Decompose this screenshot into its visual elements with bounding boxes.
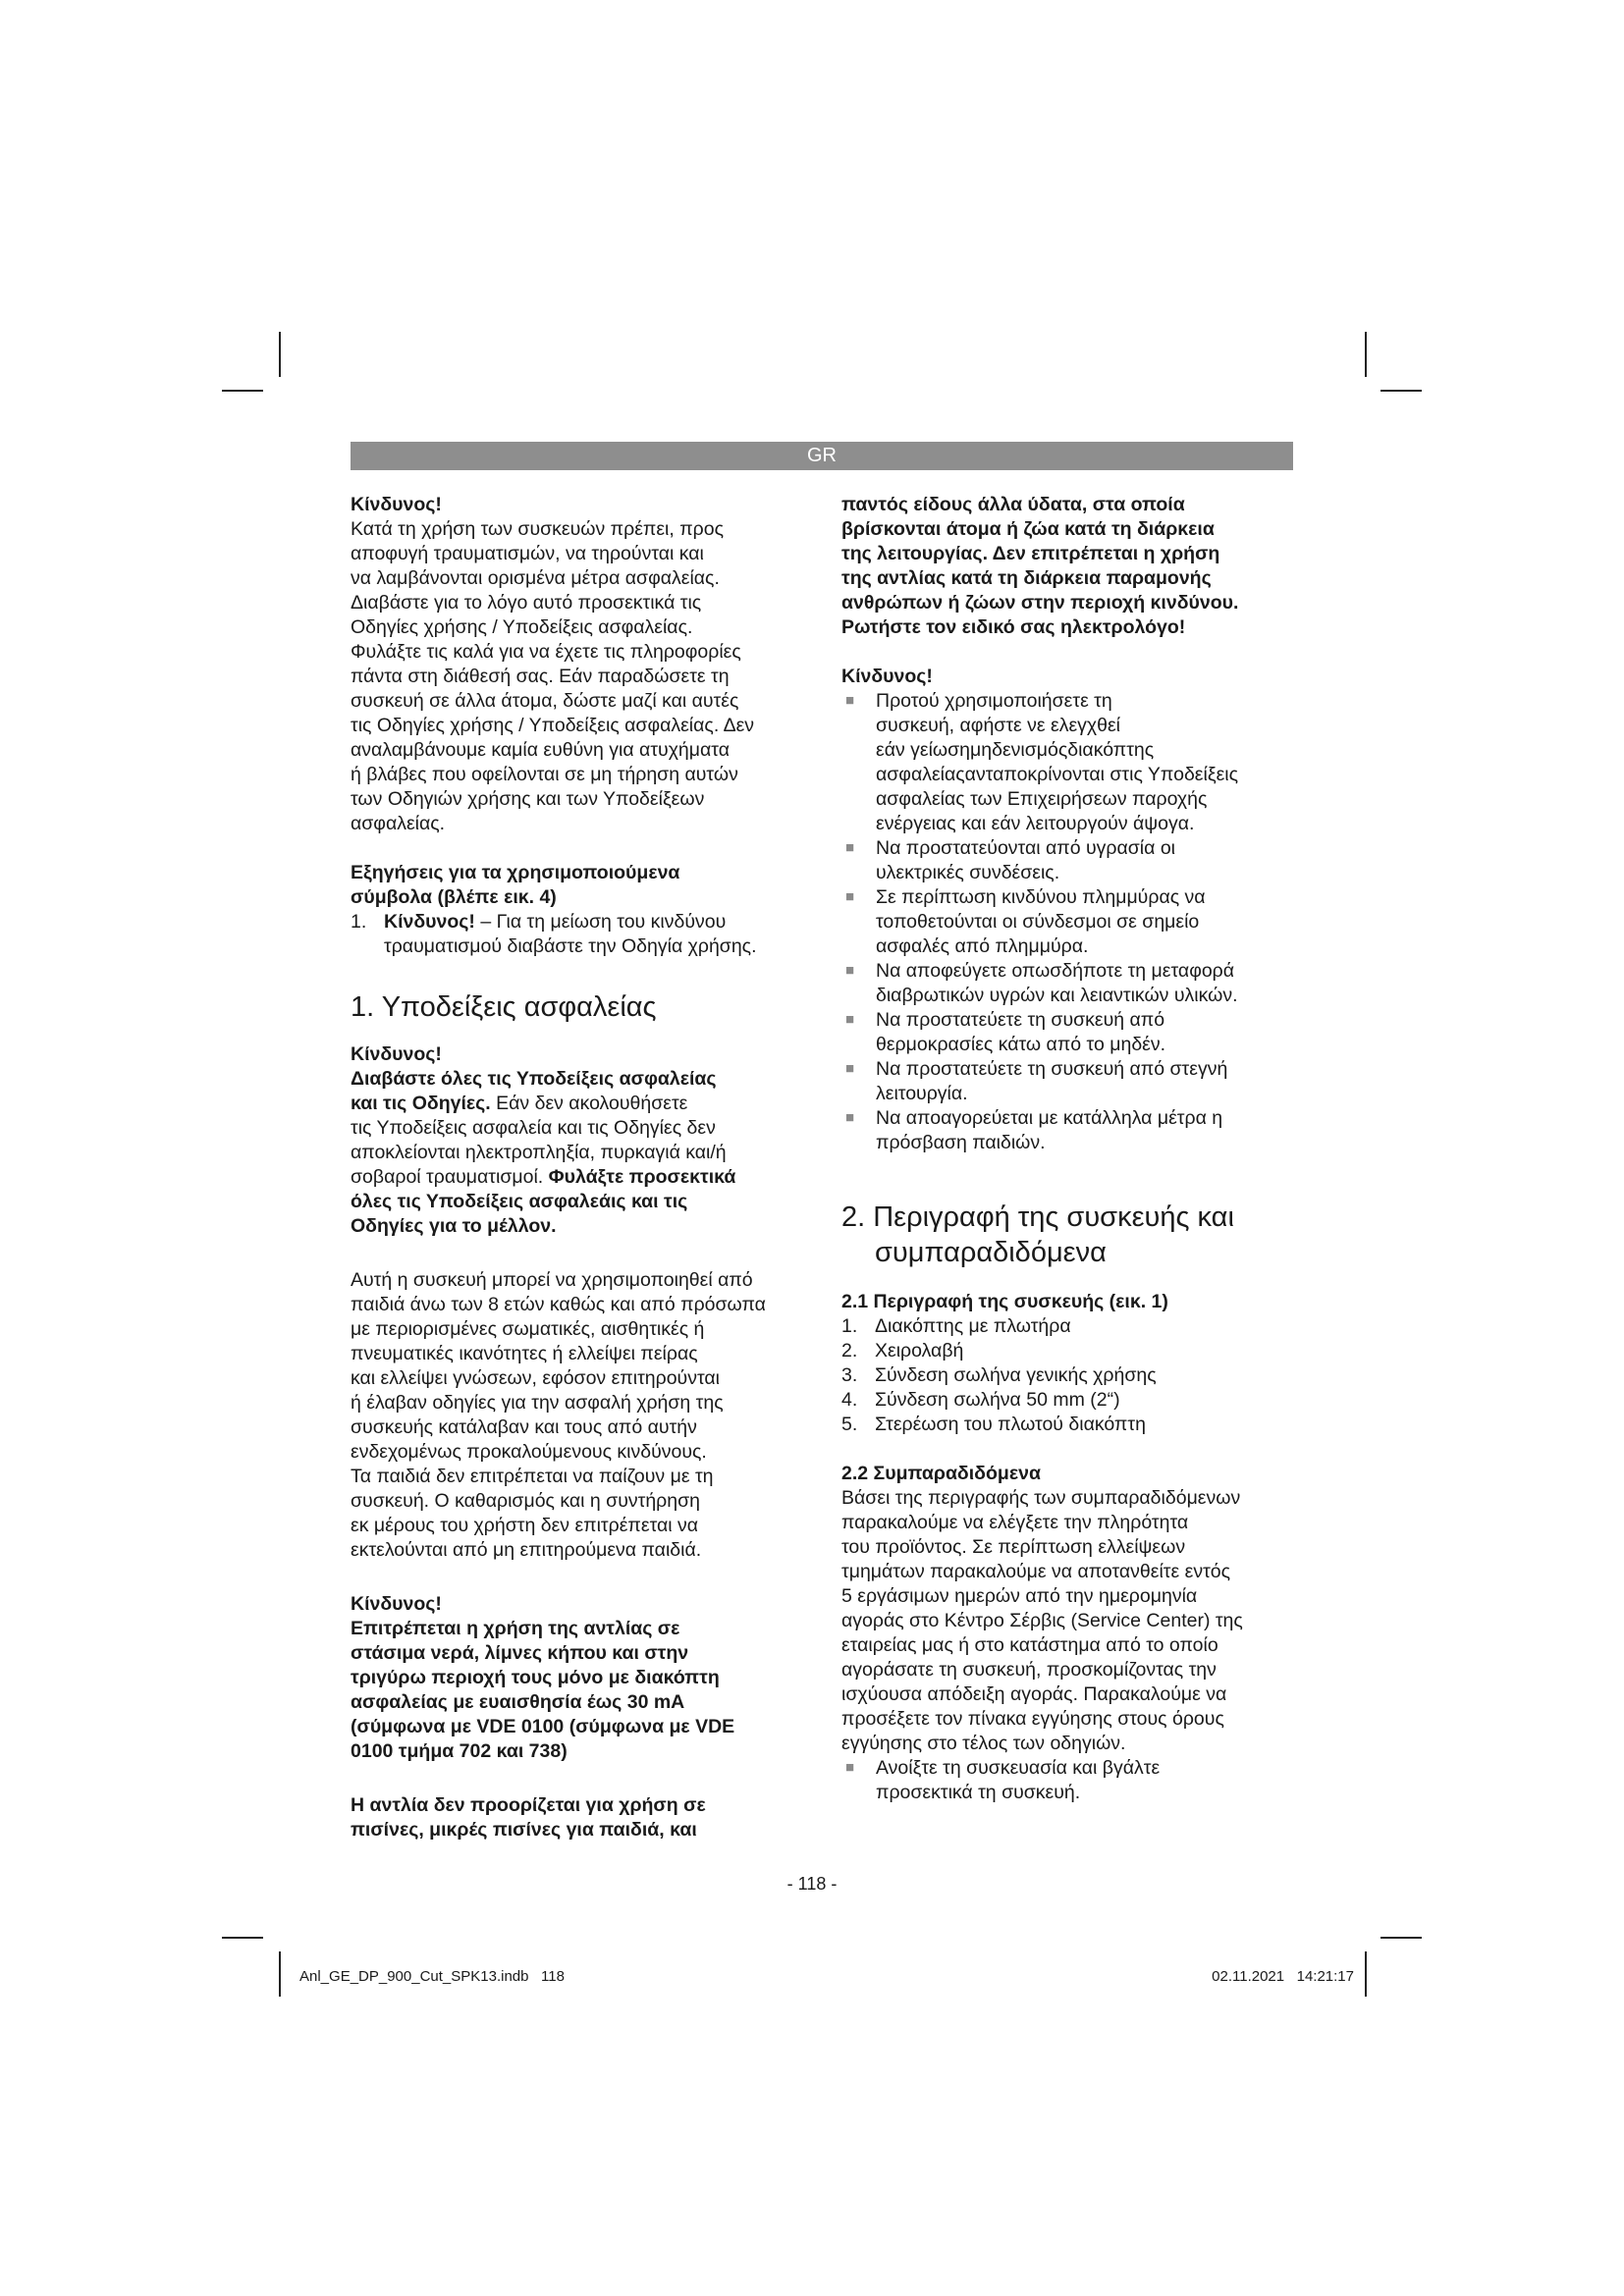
text-line: 2. Περιγραφή της συσκευής και: [841, 1201, 1234, 1233]
text-line: πισίνες, μικρές πισίνες για παιδιά, και: [351, 1819, 697, 1841]
section-2-title: [841, 1200, 1293, 1270]
bold-text: και τις Οδηγίες.: [351, 1093, 491, 1114]
text-line: τμημάτων παρακαλούμε να αποτανθείτε εντός: [841, 1561, 1231, 1582]
text-line: της αντλίας κατά τη διάρκεια παραμονής: [841, 567, 1212, 589]
text-line: Σε περίπτωση κινδύνου πλημμύρας να: [876, 886, 1206, 908]
safety-bullet-list: [841, 689, 1293, 1155]
text-line: ενέργειας και εάν λειτουργούν άψογα.: [876, 813, 1195, 834]
text-line: εκτελούνται από μη επιτηρούμενα παιδιά.: [351, 1539, 702, 1561]
text-line: 5 εργάσιμων ημερών από την ημερομηνία: [841, 1585, 1198, 1607]
crop-mark: [1380, 1937, 1422, 1939]
bullet-icon: ■: [845, 1109, 855, 1126]
text-line: θερμοκρασίες κάτω από το μηδέν.: [876, 1034, 1166, 1055]
crop-mark: [279, 1951, 281, 1997]
text-line: τις Υποδείξεις ασφαλεία και τις Οδηγίες δεν: [351, 1117, 716, 1139]
crop-mark: [222, 1937, 263, 1939]
list-item: [841, 689, 1293, 836]
symbols-list: [351, 910, 797, 959]
text-line: πρόσβαση παιδιών.: [876, 1132, 1046, 1153]
text-line: πάντα στη διάθεσή σας. Εάν παραδώσετε τη: [351, 666, 730, 687]
list-item: [841, 1388, 1293, 1413]
text: σοβαροί τραυματισμοί.: [351, 1166, 549, 1188]
bold-text: Φυλάξτε προσεκτικά: [548, 1166, 736, 1188]
text-line: ισχύουσα απόδειξη αγοράς. Παρακαλούμε να: [841, 1683, 1227, 1705]
text-line: αναλαμβάνουμε καμία ευθύνη για ατυχήματα: [351, 739, 730, 761]
item-text: Στερέωση του πλωτού διακόπτη: [875, 1414, 1146, 1435]
text-line: ή έλαβαν οδηγίες για την ασφαλή χρήση της: [351, 1392, 724, 1414]
page-number: - 118 -: [786, 1874, 838, 1894]
text-line: αποκλείονται ηλεκτροπληξία, πυρκαγιά και/ή: [351, 1142, 727, 1163]
text-line: ενδεχομένως προκαλούμενους κινδύνους.: [351, 1441, 707, 1463]
text-line: τριγύρω περιοχή τους μόνο με διακόπτη: [351, 1667, 720, 1688]
list-item: [841, 1339, 1293, 1363]
list-item: [841, 885, 1293, 959]
list-item: [841, 1756, 1293, 1805]
text-line: Η αντλία δεν προορίζεται για χρήση σε: [351, 1794, 706, 1816]
text-line: και ελλείψει γνώσεων, εφόσον επιτηρούνται: [351, 1367, 721, 1389]
crop-mark: [222, 390, 263, 392]
item-text: τραυματισμού διαβάστε την Οδηγία χρήσης.: [384, 935, 757, 957]
text-line: τοποθετούνται οι σύνδεσμοι σε σημείο: [876, 911, 1200, 933]
text-line: προσεκτικά τη συσκευή.: [876, 1782, 1081, 1803]
text-line: ασφαλές από πλημμύρα.: [876, 935, 1089, 957]
right-column: [841, 493, 1293, 1805]
children-paragraph: [351, 1268, 797, 1563]
text-line: Οδηγίες χρήσης / Υποδείξεις ασφαλείας.: [351, 616, 693, 638]
bullet-icon: ■: [845, 962, 855, 979]
text-line: παντός είδους άλλα ύδατα, στα οποία: [841, 494, 1185, 515]
text-line: Να προστατεύετε τη συσκευή από στεγνή: [876, 1058, 1228, 1080]
list-item: [841, 1057, 1293, 1106]
text-line: με περιορισμένες σωματικές, αισθητικές ή: [351, 1318, 705, 1340]
text-line: διαβρωτικών υγρών και λειαντικών υλικών.: [876, 985, 1238, 1006]
text-line: βρίσκονται άτομα ή ζώα κατά τη διάρκεια: [841, 518, 1215, 540]
danger-heading: Κίνδυνος!: [351, 1043, 442, 1065]
item-number: 3.: [841, 1364, 858, 1386]
text-line: Κατά τη χρήση των συσκευών πρέπει, προς: [351, 518, 724, 540]
list-item: [841, 836, 1293, 885]
text-line: αγοράσατε τη συσκευή, προσκομίζοντας την: [841, 1659, 1217, 1681]
text-line: τις Οδηγίες χρήσης / Υποδείξεις ασφαλείας. Δεν: [351, 715, 755, 736]
bullet-icon: ■: [845, 1759, 855, 1776]
text-line: εκ μέρους του χρήστη δεν επιτρέπεται να: [351, 1515, 699, 1536]
text-line: 0100 τμήμα 702 και 738): [351, 1740, 568, 1762]
text-line: Να αποφεύγετε οπωσδήποτε τη μεταφορά: [876, 960, 1235, 982]
item-text: Σύνδεση σωλήνα 50 mm (2“): [875, 1389, 1120, 1411]
crop-mark: [1380, 390, 1422, 392]
text-line: συσκευή, αφήστε νε ελεγχθεί: [876, 715, 1120, 736]
text-line: συσκευής κατάλαβαν και τους από αυτήν: [351, 1416, 697, 1438]
list-item: [841, 1413, 1293, 1437]
text-line: Τα παιδιά δεν επιτρέπεται να παίζουν με τη: [351, 1466, 714, 1487]
text-line: Να προστατεύετε τη συσκευή από: [876, 1009, 1165, 1031]
text-line: παρακαλούμε να ελέγξετε την πληρότητα: [841, 1512, 1189, 1533]
text-line: της λειτουργίας. Δεν επιτρέπεται η χρήση: [841, 543, 1220, 564]
item-text: Σύνδεση σωλήνα γενικής χρήσης: [875, 1364, 1157, 1386]
text-line: Αυτή η συσκευή μπορεί να χρησιμοποιηθεί από: [351, 1269, 753, 1291]
text-line: πνευματικές ικανότητες ή ελλείψει πείρας: [351, 1343, 698, 1364]
text-line: να λαμβάνονται ορισμένα μέτρα ασφαλείας.: [351, 567, 720, 589]
text: Εάν δεν ακολουθήσετε: [490, 1093, 688, 1114]
item-bold: Κίνδυνος!: [384, 911, 475, 933]
bullet-icon: ■: [845, 839, 855, 856]
danger-heading: Κίνδυνος!: [351, 494, 442, 515]
subsection-2-1-title: 2.1 Περιγραφή της συσκευής (εικ. 1): [841, 1291, 1168, 1312]
bullet-icon: ■: [845, 888, 855, 905]
text-line: (σύμφωνα με VDE 0100 (σύμφωνα με VDE: [351, 1716, 735, 1737]
text-line: προσέξετε τον πίνακα εγγύησης στους όρους: [841, 1708, 1224, 1730]
list-item: [841, 1363, 1293, 1388]
left-column: [351, 493, 797, 1842]
text-line: ασφαλείαςανταποκρίνονται στις Υποδείξεις: [876, 764, 1238, 785]
text-line: λειτουργία.: [876, 1083, 968, 1104]
list-item: [841, 959, 1293, 1008]
text-line: όλες τις Υποδείξεις ασφαλεάις και τις: [351, 1191, 688, 1212]
text-line: Διαβάστε όλες τις Υποδείξεις ασφαλείας: [351, 1068, 717, 1090]
pool-paragraph-continued: [841, 493, 1293, 640]
delivery-paragraph: [841, 1486, 1293, 1756]
item-number: 1.: [841, 1315, 858, 1337]
text-line: ασφαλείας.: [351, 813, 446, 834]
crop-mark: [279, 332, 281, 377]
text-line: συσκευή σε άλλα άτομα, δώστε μαζί και αυτές: [351, 690, 739, 712]
subsection-2-2-title: 2.2 Συμπαραδιδόμενα: [841, 1463, 1041, 1484]
text-line: υλεκτρικές συνδέσεις.: [876, 862, 1060, 883]
section-1-title: 1. Υποδείξεις ασφαλείας: [351, 991, 657, 1023]
list-item: [841, 1106, 1293, 1155]
text-line: Οδηγίες για το μέλλον.: [351, 1215, 557, 1237]
footer-timestamp: 02.11.2021 14:21:17: [1212, 1968, 1354, 1985]
text-line: ασφαλείας των Επιχειρήσεων παροχής: [876, 788, 1208, 810]
text-line: Εξηγήσεις για τα χρησιμοποιούμενα: [351, 862, 680, 883]
danger-heading: Κίνδυνος!: [351, 1593, 442, 1615]
danger-paragraph: [351, 1067, 797, 1239]
danger-heading: Κίνδυνος!: [841, 666, 933, 687]
danger-paragraph: [351, 1617, 797, 1764]
list-item: [841, 1008, 1293, 1057]
text-line: του προϊόντος. Σε περίπτωση ελλείψεων: [841, 1536, 1186, 1558]
danger-paragraph: [351, 517, 797, 836]
text-line: Βάσει της περιγραφής των συμπαραδιδόμενων: [841, 1487, 1241, 1509]
text-line: [351, 1092, 797, 1116]
crop-mark: [1365, 1951, 1367, 1997]
item-number: 5.: [841, 1414, 858, 1435]
language-header-bar: GR: [351, 442, 1293, 470]
text-line: Να προστατεύονται από υγρασία οι: [876, 837, 1176, 859]
text-line: αγοράς στο Κέντρο Σέρβις (Service Center) της: [841, 1610, 1243, 1631]
text-line: εταιρείας μας ή στο κατάστημα από το οποίο: [841, 1634, 1218, 1656]
text-line: στάσιμα νερά, λίμνες κήπου και στην: [351, 1642, 689, 1664]
text-line: σύμβολα (βλέπε εικ. 4): [351, 886, 557, 908]
item-number: 2.: [841, 1340, 858, 1362]
text-line: ανθρώπων ή ζώων στην περιοχή κινδύνου.: [841, 592, 1239, 614]
list-item: [841, 1314, 1293, 1339]
bullet-icon: ■: [845, 1060, 855, 1077]
item-text: Διακόπτης με πλωτήρα: [875, 1315, 1071, 1337]
text-line: εάν γείωσημηδενισμόςδιακόπτης: [876, 739, 1155, 761]
text-line: Προτού χρησιμοποιήσετε τη: [876, 690, 1112, 712]
text-line: των Οδηγιών χρήσης και των Υποδείξεων: [351, 788, 705, 810]
text-line: παιδιά άνω των 8 ετών καθώς και από πρόσωπα: [351, 1294, 766, 1315]
text-line: [351, 1165, 797, 1190]
item-text: – Για τη μείωση του κινδύνου: [474, 911, 727, 933]
unpack-bullet-list: [841, 1756, 1293, 1805]
text-line: ή βλάβες που οφείλονται σε μη τήρηση αυτών: [351, 764, 738, 785]
parts-list: [841, 1314, 1293, 1437]
item-number: 4.: [841, 1389, 858, 1411]
text-line: αποφυγή τραυματισμών, να τηρούνται και: [351, 543, 704, 564]
text-line: Διαβάστε για το λόγο αυτό προσεκτικά τις: [351, 592, 702, 614]
pool-paragraph: [351, 1793, 797, 1842]
symbols-heading: [351, 861, 797, 910]
bullet-icon: ■: [845, 692, 855, 709]
text-line: Να αποαγορεύεται με κατάλληλα μέτρα η: [876, 1107, 1223, 1129]
footer-file-info: Anl_GE_DP_900_Cut_SPK13.indb 118: [299, 1968, 565, 1985]
list-item: [351, 910, 797, 959]
text-line: Ανοίξτε τη συσκευασία και βγάλτε: [876, 1757, 1161, 1779]
bullet-icon: ■: [845, 1011, 855, 1028]
text-line: συμπαραδιδόμενα: [875, 1237, 1107, 1268]
text-line: Φυλάξτε τις καλά για να έχετε τις πληροφορίες: [351, 641, 741, 663]
text-line: ασφαλείας με ευαισθησία έως 30 mA: [351, 1691, 685, 1713]
crop-mark: [1365, 332, 1367, 377]
text-line: Ρωτήστε τον ειδικό σας ηλεκτρολόγο!: [841, 616, 1186, 638]
text-line: Επιτρέπεται η χρήση της αντλίας σε: [351, 1618, 680, 1639]
item-text: Χειρολαβή: [875, 1340, 964, 1362]
item-number: 1.: [351, 911, 367, 933]
text-line: συσκευή. Ο καθαρισμός και η συντήρηση: [351, 1490, 700, 1512]
text-line: εγγύησης στο τέλος των οδηγιών.: [841, 1733, 1126, 1754]
